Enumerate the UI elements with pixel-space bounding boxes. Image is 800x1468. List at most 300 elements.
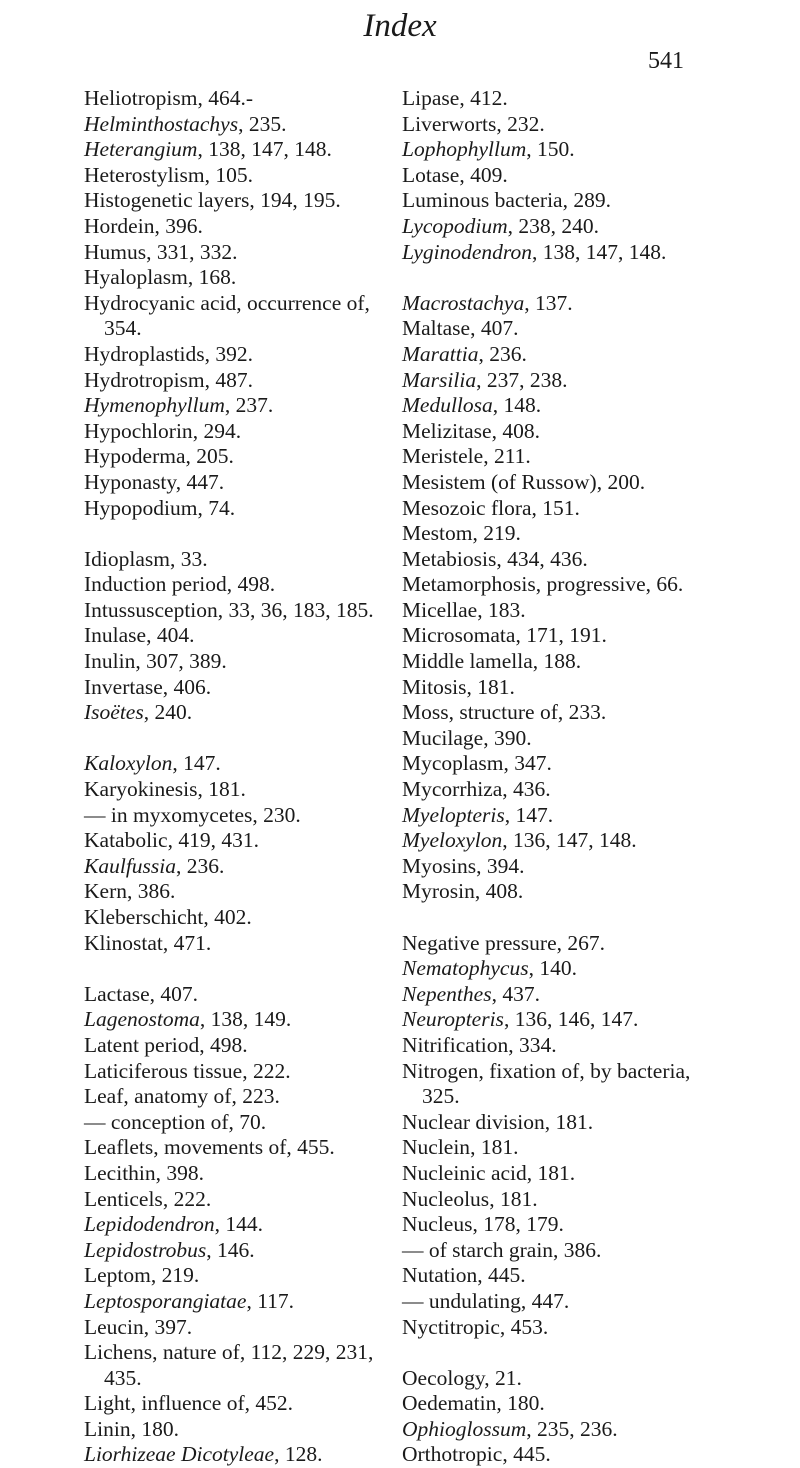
- index-entry: [402, 854, 732, 880]
- page-references: , 222.: [242, 1058, 291, 1083]
- index-term: Hydrocyanic acid: [84, 290, 237, 315]
- index-entry: [402, 751, 732, 777]
- page-references: , anatomy of, 223.: [123, 1084, 280, 1109]
- index-term: Hypoderma: [84, 444, 186, 469]
- index-term: Liorhizeae Dicotyleae: [84, 1442, 275, 1467]
- page-references: , 181.: [489, 1186, 538, 1211]
- section-spacer: [402, 265, 732, 291]
- index-term: Leptom: [84, 1263, 151, 1288]
- index-entry: [402, 675, 732, 701]
- index-entry: [402, 214, 732, 240]
- index-entry: [84, 368, 396, 394]
- index-term: Laticiferous tissue: [84, 1058, 243, 1083]
- index-term: Lecithin: [84, 1160, 156, 1185]
- index-entry: [84, 649, 396, 675]
- index-term: Middle lamella: [402, 649, 533, 674]
- index-term: Neuropteris: [402, 1007, 504, 1032]
- page-references: , 138, 147, 148.: [531, 239, 667, 264]
- index-entry: [84, 342, 396, 368]
- index-entry: [402, 1110, 732, 1136]
- index-term: Nutation: [402, 1263, 478, 1288]
- index-entry: [84, 803, 396, 829]
- page-references: , 447.: [175, 469, 225, 494]
- page-references: , 289.: [562, 188, 611, 213]
- page-references: , 117.: [246, 1288, 295, 1313]
- page-references: , 136, 147, 148.: [502, 828, 637, 853]
- page-references: , nature of, 112, 229, 231,: [152, 1340, 374, 1365]
- page-references: , 147.: [172, 751, 221, 776]
- index-entry: [402, 112, 732, 138]
- index-term: Idioplasm: [84, 546, 170, 571]
- page-references: , 168.: [187, 265, 237, 290]
- index-entry: [84, 828, 396, 854]
- index-term: Kaloxylon: [84, 751, 173, 776]
- index-term: Light: [84, 1391, 131, 1416]
- index-term: Kleberschicht: [84, 905, 204, 929]
- page-references: , 211.: [483, 444, 531, 469]
- index-entry: [402, 1391, 732, 1417]
- index-entry: [84, 1391, 396, 1417]
- index-entry: [84, 163, 396, 189]
- index-term: Lotase: [402, 162, 460, 187]
- index-term: Luminous bacteria: [402, 188, 563, 213]
- page-references: , fixation of, by bacteria,: [478, 1058, 691, 1083]
- index-term: Invertase: [84, 674, 163, 699]
- index-term: Inulin: [84, 649, 136, 674]
- index-term: Heliotropism: [84, 86, 198, 110]
- index-entry: [84, 1084, 396, 1110]
- page-references: , progressive, 66.: [535, 572, 684, 597]
- page-references: , 147.: [504, 802, 554, 827]
- index-entry: [402, 649, 732, 675]
- index-term: Lipase: [402, 86, 460, 110]
- index-term: Nucleolus: [402, 1186, 490, 1211]
- page-references: , 307, 389.: [135, 649, 227, 674]
- index-term: Lepidostrobus: [84, 1237, 207, 1262]
- index-entry: [84, 1263, 396, 1289]
- page-references: , 181.: [466, 674, 515, 699]
- index-entry: [402, 1007, 732, 1033]
- index-term: Lophophyllum: [402, 137, 527, 162]
- page-references: , 238, 240.: [507, 213, 600, 238]
- index-entry: [402, 547, 732, 573]
- index-term: Hypochlorin: [84, 418, 193, 443]
- section-spacer: [402, 905, 732, 931]
- page-references: , 205.: [185, 444, 234, 469]
- page-references-continued: 435.: [104, 1365, 142, 1390]
- index-entry: [402, 623, 732, 649]
- page-references: , 434, 436.: [496, 546, 588, 571]
- page-references: , 398.: [155, 1160, 205, 1185]
- page-references: , 181.: [544, 1109, 594, 1134]
- index-term: — of starch grain: [402, 1237, 554, 1262]
- index-entry: [402, 598, 732, 624]
- page-references: , 408.: [474, 879, 524, 904]
- index-entry: [402, 521, 732, 547]
- index-entry: [84, 86, 396, 112]
- page-references: , 150.: [526, 137, 575, 162]
- index-entry: [84, 1110, 396, 1136]
- index-entry: [402, 1033, 732, 1059]
- index-entry: [402, 496, 732, 522]
- section-spacer: [84, 726, 396, 752]
- index-term: Oedematin: [402, 1391, 497, 1416]
- page-references: , 232.: [496, 111, 545, 136]
- page-references: , 138, 149.: [199, 1007, 292, 1032]
- page-references: , 406.: [162, 674, 212, 699]
- index-entry: [402, 1442, 732, 1468]
- page-references: , 136, 146, 147.: [503, 1007, 639, 1032]
- page-references: , 487.: [204, 367, 254, 392]
- index-entry: [84, 854, 396, 880]
- index-entry: [84, 1340, 396, 1391]
- index-entry: [402, 1161, 732, 1187]
- index-term: Marattia: [402, 341, 479, 366]
- index-entry: [402, 188, 732, 214]
- index-column-right: [402, 86, 732, 1468]
- page-references: , 146.: [206, 1237, 255, 1262]
- index-term: — in myxomycetes: [84, 802, 253, 827]
- page-references: , 436.: [502, 777, 551, 802]
- index-entry: [84, 1289, 396, 1315]
- section-spacer: [84, 521, 396, 547]
- index-term: Leucin: [84, 1314, 144, 1339]
- index-entry: [402, 726, 732, 752]
- page-references: , 407.: [470, 316, 519, 341]
- index-entry: [84, 393, 396, 419]
- index-term: Nitrogen: [402, 1058, 479, 1083]
- page-references: , 236.: [176, 853, 225, 878]
- index-term: Mesistem: [402, 469, 486, 494]
- index-entry: [84, 291, 396, 342]
- index-entry: [84, 188, 396, 214]
- index-entry: [402, 1212, 732, 1238]
- index-term: Metamorphosis: [402, 572, 536, 597]
- page-references: (of Russow), 200.: [485, 469, 646, 494]
- index-term: Lenticels: [84, 1186, 163, 1211]
- index-entry: [402, 1187, 732, 1213]
- page-references: , 148.: [492, 393, 542, 418]
- index-entry: [84, 1315, 396, 1341]
- index-term: Mitosis: [402, 674, 467, 699]
- index-term: Marsilia: [402, 367, 477, 392]
- page-references: , 235, 236.: [526, 1416, 618, 1441]
- page-references: , 70.: [228, 1109, 267, 1134]
- page-references: , 408.: [491, 418, 540, 443]
- index-term: Melizitase: [402, 418, 492, 443]
- index-entry: [84, 1212, 396, 1238]
- index-term: Leaflets: [84, 1135, 154, 1160]
- index-entry: [402, 1263, 732, 1289]
- index-entry: [402, 1059, 732, 1110]
- page-references: , 453.: [499, 1314, 549, 1339]
- index-entry: [402, 982, 732, 1008]
- index-term: Mycorrhiza: [402, 777, 503, 802]
- index-term: Meristele: [402, 444, 484, 469]
- index-term: Inulase: [84, 623, 147, 648]
- page-references: , 445.: [502, 1442, 551, 1467]
- index-entry: [84, 1238, 396, 1264]
- index-entry: [84, 265, 396, 291]
- index-term: Kern: [84, 879, 127, 904]
- index-term: Helminthostachys: [84, 111, 239, 136]
- index-entry: [84, 137, 396, 163]
- page-references: , 464.-: [197, 86, 254, 110]
- section-spacer: [402, 1340, 732, 1366]
- index-entry: [402, 879, 732, 905]
- page-references: , 128.: [274, 1442, 323, 1467]
- page-references: , 407.: [149, 981, 199, 1006]
- index-entry: [84, 623, 396, 649]
- index-term: Hymenophyllum: [84, 393, 225, 418]
- page-references: , 394.: [476, 853, 525, 878]
- page-references: , 137.: [524, 290, 573, 315]
- index-term: Hyaloplasm: [84, 265, 188, 290]
- index-entry: [402, 342, 732, 368]
- index-term: — conception of: [84, 1109, 229, 1134]
- index-term: Ophioglossum: [402, 1416, 527, 1441]
- index-entry: [402, 316, 732, 342]
- index-term: Myelopteris: [402, 802, 505, 827]
- page-references: , 412.: [459, 86, 508, 110]
- index-entry: [402, 470, 732, 496]
- index-term: Isoëtes: [84, 700, 144, 725]
- index-entry: [402, 419, 732, 445]
- index-term: Nyctitropic: [402, 1314, 500, 1339]
- index-term: Intussusception: [84, 597, 218, 622]
- page-references: , 498.: [199, 1032, 248, 1057]
- page-references: , 230.: [252, 802, 301, 827]
- index-term: Induction period: [84, 572, 227, 597]
- index-entry: [402, 828, 732, 854]
- index-term: Micellae: [402, 597, 478, 622]
- index-entry: [84, 905, 396, 931]
- page-references: , 188.: [532, 649, 582, 674]
- index-term: Lycopodium: [402, 213, 508, 238]
- page-references: , 396.: [154, 213, 203, 238]
- page-references: , 21.: [484, 1365, 522, 1390]
- page-references: , structure of, 233.: [448, 700, 607, 725]
- index-term: Hydrotropism: [84, 367, 205, 392]
- page-references: , 151.: [531, 495, 580, 520]
- index-entry: [84, 214, 396, 240]
- index-entry: [84, 1007, 396, 1033]
- index-term: Lepidodendron: [84, 1212, 215, 1237]
- page-number: 541: [648, 48, 684, 74]
- index-entry: [402, 1135, 732, 1161]
- index-entry: [84, 982, 396, 1008]
- index-entry: [84, 1161, 396, 1187]
- index-term: Heterostylism: [84, 162, 205, 187]
- index-term: Klinostat: [84, 930, 163, 955]
- index-term: Mycoplasm: [402, 751, 504, 776]
- index-term: Negative pressure: [402, 930, 557, 955]
- index-term: Leaf: [84, 1084, 124, 1109]
- page-references: , 33.: [170, 546, 208, 571]
- index-entry: [84, 1187, 396, 1213]
- index-term: Myeloxylon: [402, 828, 503, 853]
- page-references: , 237, 238.: [476, 367, 568, 392]
- index-term: Latent period: [84, 1032, 200, 1057]
- page-references: , 180.: [496, 1391, 545, 1416]
- index-term: Liverworts: [402, 111, 497, 136]
- page-references: , movements of, 455.: [153, 1135, 335, 1160]
- page-references: , 419, 431.: [167, 828, 259, 853]
- index-entry: [84, 496, 396, 522]
- page-references-continued: 325.: [422, 1084, 460, 1109]
- index-term: Histogenetic layers: [84, 188, 250, 213]
- page-references: , 171, 191.: [515, 623, 607, 648]
- index-entry: [402, 803, 732, 829]
- index-term: Nematophycus: [402, 956, 529, 981]
- index-term: Nepenthes: [402, 981, 492, 1006]
- index-term: Microsomata: [402, 623, 516, 648]
- index-entry: [84, 444, 396, 470]
- index-entry: [402, 1315, 732, 1341]
- page-references: , 402.: [203, 905, 252, 929]
- page-title: Index: [363, 8, 437, 44]
- page-references: , 74.: [197, 495, 236, 520]
- index-entry: [84, 572, 396, 598]
- index-entry: [402, 444, 732, 470]
- index-term: Nucleus: [402, 1212, 473, 1237]
- page-references: , 181.: [470, 1135, 519, 1160]
- index-entry: [84, 1059, 396, 1085]
- index-term: Hydroplastids: [84, 341, 205, 366]
- page-references: , 445.: [477, 1263, 526, 1288]
- index-term: Nuclein: [402, 1135, 471, 1160]
- index-entry: [402, 572, 732, 598]
- page-references: , 140.: [528, 956, 577, 981]
- index-term: Katabolic: [84, 828, 168, 853]
- index-entry: [84, 777, 396, 803]
- page-references: , 498.: [226, 572, 276, 597]
- index-entry: [402, 1366, 732, 1392]
- index-term: Oecology: [402, 1365, 485, 1390]
- index-entry: [402, 1238, 732, 1264]
- page-references: , 390.: [483, 725, 532, 750]
- page-references: , 183.: [477, 597, 526, 622]
- page-references: , 144.: [214, 1212, 263, 1237]
- index-term: Mucilage: [402, 725, 484, 750]
- index-entry: [402, 777, 732, 803]
- index-term: Nuclear division: [402, 1109, 545, 1134]
- index-entry: [402, 956, 732, 982]
- index-entry: [84, 240, 396, 266]
- page-references: , 471.: [162, 930, 212, 955]
- index-term: Kaulfussia: [84, 853, 176, 878]
- index-term: Medullosa: [402, 393, 493, 418]
- index-entry: [402, 163, 732, 189]
- page-references-continued: 354.: [104, 316, 142, 341]
- index-entry: [84, 879, 396, 905]
- page-references: , 222.: [162, 1186, 212, 1211]
- index-term: Lichens: [84, 1340, 153, 1365]
- index-entry: [84, 112, 396, 138]
- index-entry: [84, 1442, 396, 1468]
- index-term: Maltase: [402, 316, 471, 341]
- index-entry: [84, 1417, 396, 1443]
- index-entry: [402, 931, 732, 957]
- index-term: Linin: [84, 1416, 131, 1441]
- index-term: Metabiosis: [402, 546, 497, 571]
- index-entry: [84, 470, 396, 496]
- page-references: , 181.: [197, 777, 246, 802]
- page-references: , 236.: [478, 341, 527, 366]
- index-entry: [84, 931, 396, 957]
- index-entry: [402, 86, 732, 112]
- index-entry: [402, 368, 732, 394]
- page-references: , 334.: [508, 1032, 557, 1057]
- page-references: , 437.: [491, 981, 540, 1006]
- index-entry: [84, 675, 396, 701]
- index-term: Leptosporangiatae: [84, 1288, 247, 1313]
- index-entry: [84, 700, 396, 726]
- index-term: Nucleinic acid: [402, 1160, 527, 1185]
- page-references: , 447.: [520, 1288, 570, 1313]
- index-term: Humus: [84, 239, 147, 264]
- index-term: Nitrification: [402, 1032, 509, 1057]
- index-term: Mesozoic flora: [402, 495, 532, 520]
- page-references: , 194, 195.: [249, 188, 341, 213]
- index-entry: [402, 1417, 732, 1443]
- index-entry: [84, 598, 396, 624]
- index-term: Heterangium: [84, 137, 198, 162]
- index-entry: [402, 393, 732, 419]
- index-term: Hordein: [84, 213, 155, 238]
- index-term: Lagenostoma: [84, 1007, 200, 1032]
- index-term: — undulating: [402, 1288, 521, 1313]
- page-references: , 404.: [146, 623, 195, 648]
- index-entry: [84, 419, 396, 445]
- page-references: , 397.: [143, 1314, 193, 1339]
- index-column-left: [84, 86, 396, 1468]
- page-references: , 267.: [556, 930, 605, 955]
- page-references: , 33, 36, 183, 185.: [217, 597, 374, 622]
- page-references: , 181.: [526, 1160, 576, 1185]
- index-term: Lyginodendron: [402, 239, 532, 264]
- index-term: Hyponasty: [84, 469, 176, 494]
- index-term: Macrostachya: [402, 290, 525, 315]
- page-references: , 237.: [224, 393, 274, 418]
- page-references: , 240.: [143, 700, 193, 725]
- page-references: , 235.: [238, 111, 287, 136]
- page-references: , 178, 179.: [472, 1212, 564, 1237]
- page-references: , 409.: [459, 162, 508, 187]
- index-term: Myosins: [402, 853, 477, 878]
- index-entry: [402, 240, 732, 266]
- page-references: , 105.: [204, 162, 253, 187]
- index-term: Orthotropic: [402, 1442, 503, 1467]
- page-references: , 138, 147, 148.: [197, 137, 332, 162]
- index-entry: [84, 547, 396, 573]
- page-references: , influence of, 452.: [130, 1391, 293, 1416]
- page-references: , 347.: [503, 751, 552, 776]
- index-term: Karyokinesis: [84, 777, 198, 802]
- index-entry: [84, 1135, 396, 1161]
- page-references: , 392.: [204, 341, 254, 366]
- index-entry: [84, 751, 396, 777]
- page-references: , 331, 332.: [146, 239, 238, 264]
- page-references: , 294.: [192, 418, 242, 443]
- index-term: Mestom: [402, 521, 473, 546]
- section-spacer: [84, 956, 396, 982]
- index-entry: [402, 137, 732, 163]
- index-term: Hypopodium: [84, 495, 198, 520]
- index-entry: [84, 1033, 396, 1059]
- index-term: Moss: [402, 700, 449, 725]
- page-references: , 180.: [130, 1416, 179, 1441]
